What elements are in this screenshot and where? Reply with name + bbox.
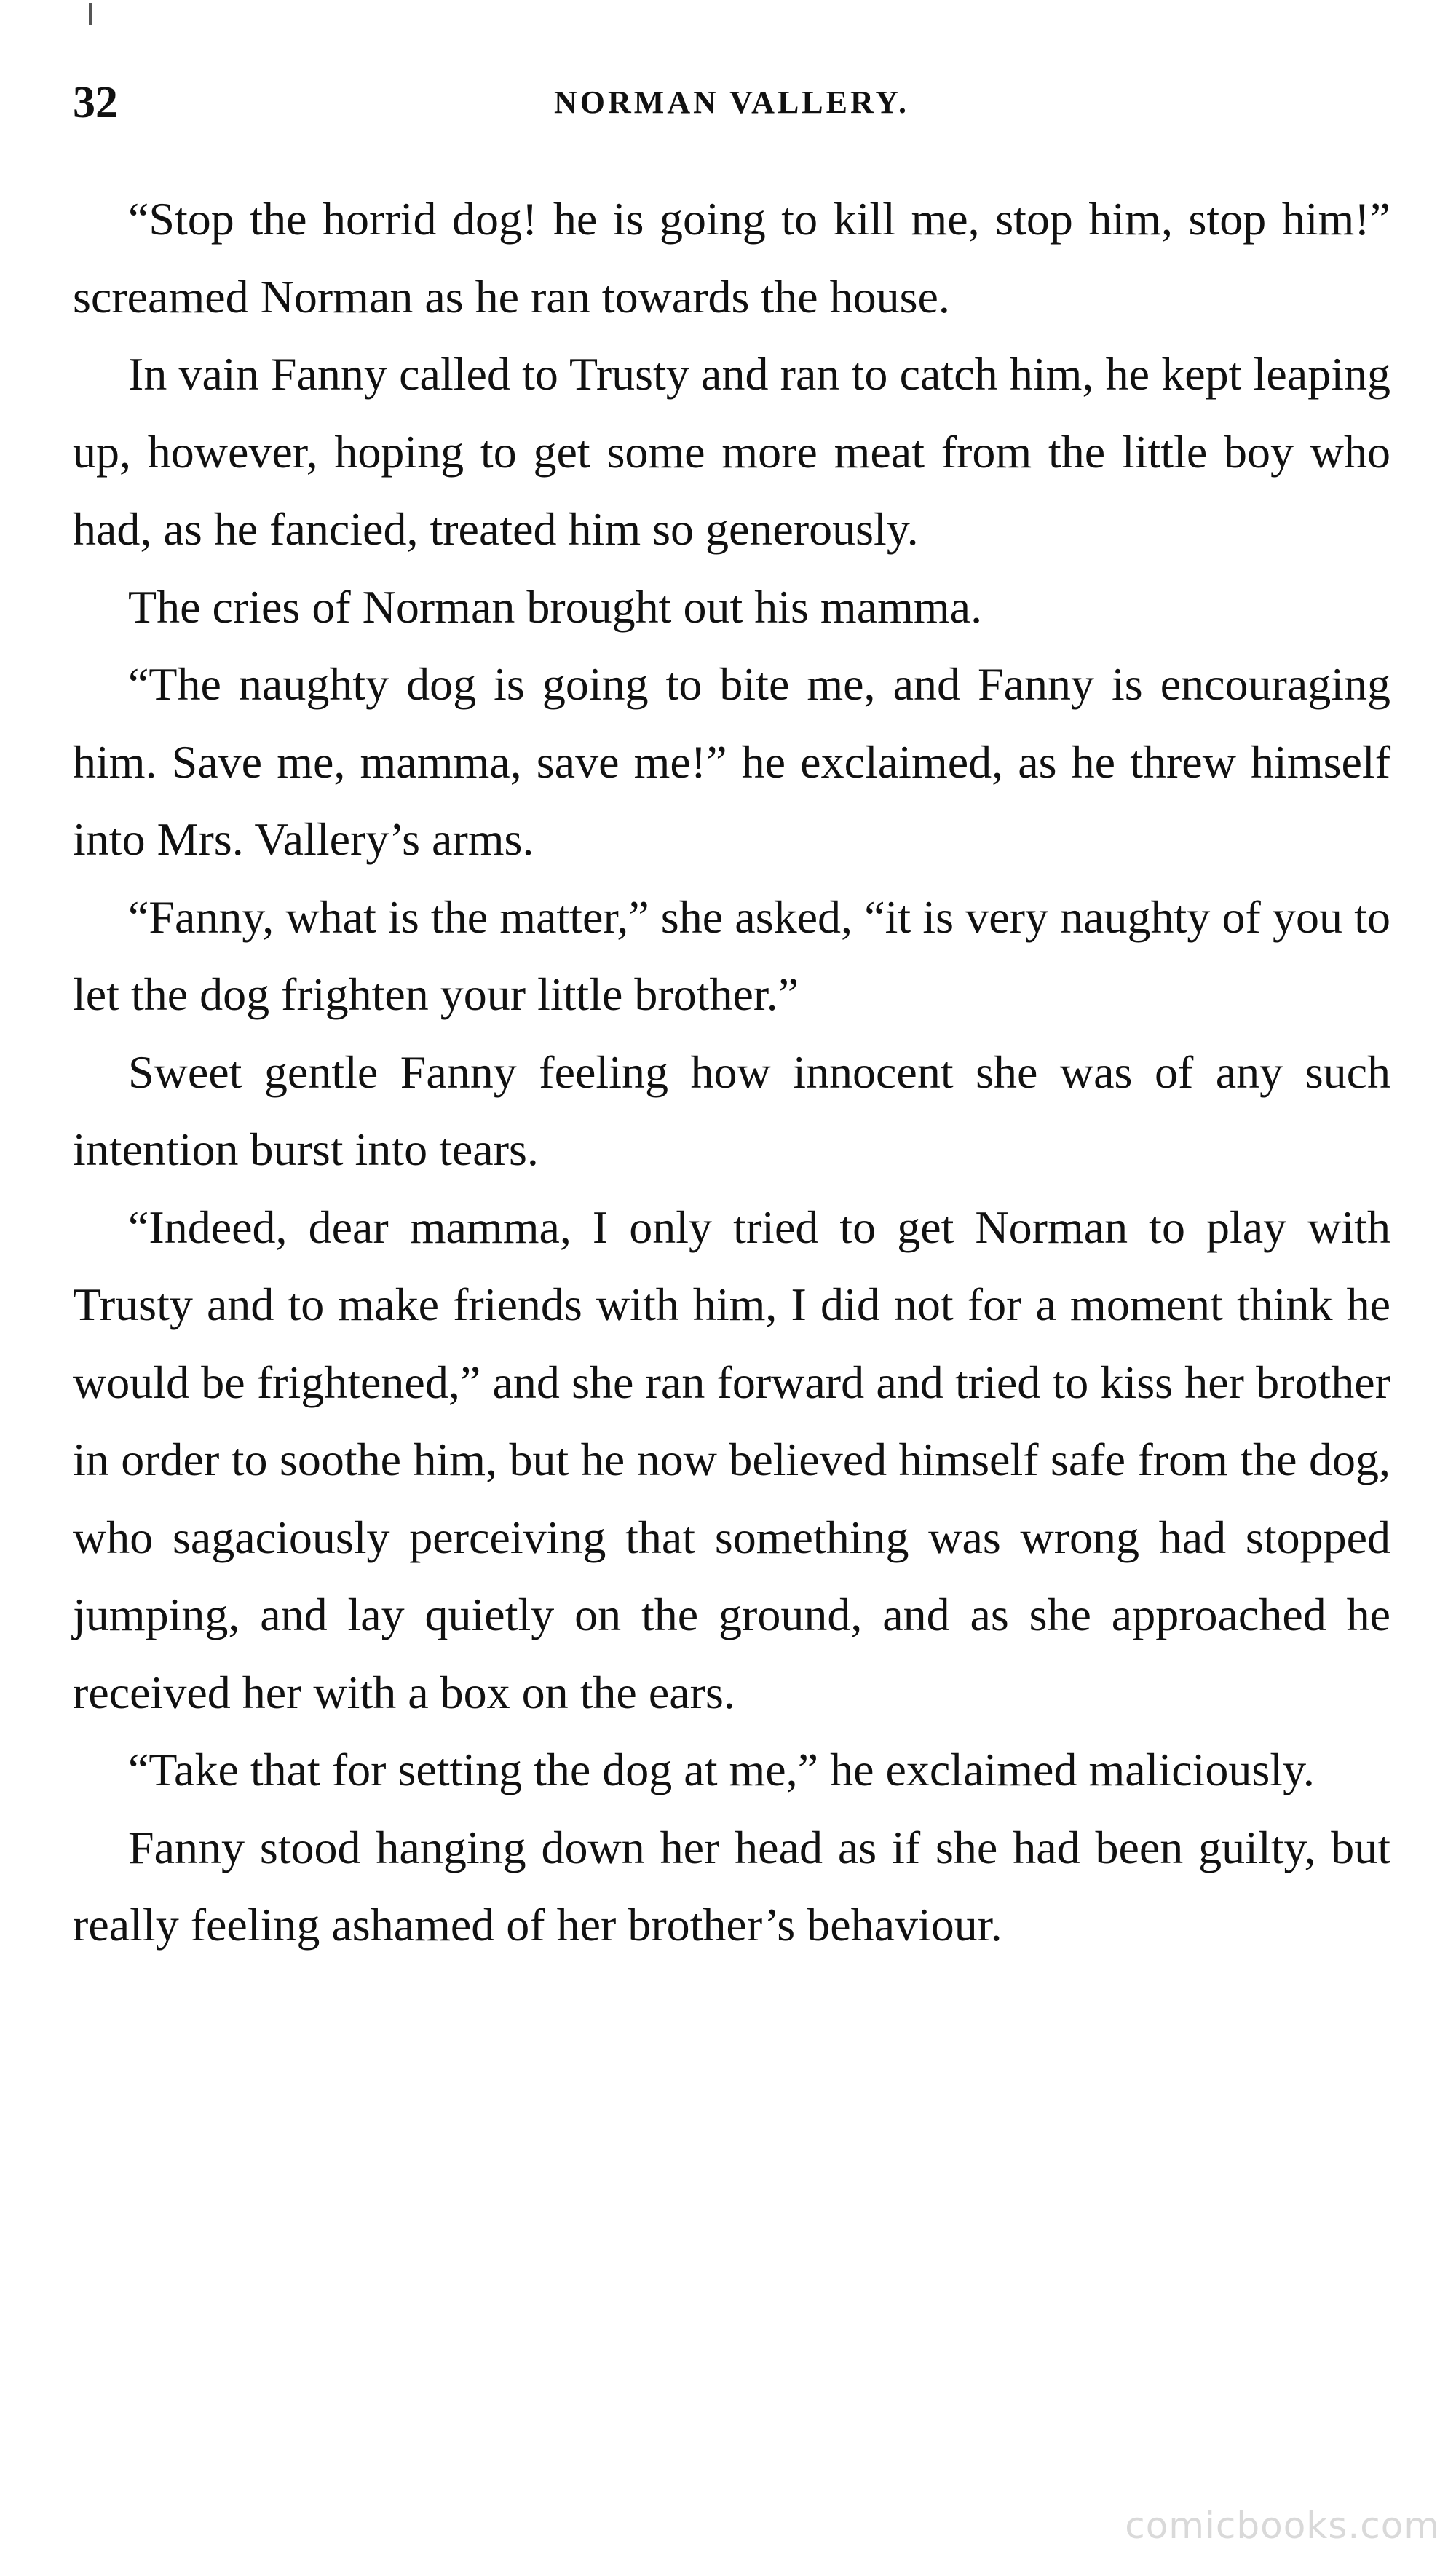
paragraph: “Stop the horrid dog! he is going to kill me, stop him, stop him!” screamed Norman as he ran towards the house. — [73, 193, 1390, 323]
paragraph: In vain Fanny called to Trusty and ran to catch him, he kept leaping up, however, hoping to get some more meat from the little boy who had, as he fancied, treated him so generously. — [73, 348, 1390, 555]
watermark: comicbooks.com — [1125, 2505, 1440, 2547]
paragraph: “Fanny, what is the matter,” she asked, “it is very naughty of you to let the dog frighten your little brother.” — [73, 890, 1390, 1020]
page-number: 32 — [73, 78, 118, 127]
margin-mark — [89, 3, 92, 25]
paragraph: The cries of Norman brought out his mamma. — [128, 580, 983, 633]
running-head: NORMAN VALLERY. — [554, 84, 909, 120]
paragraph: Sweet gentle Fanny feeling how innocent she was of any such intention burst into tears. — [73, 1046, 1390, 1175]
paragraph: “Indeed, dear mamma, I only tried to get Norman to play with Trusty and to make friends with him, I did not for a moment think he would be frightened,” and she ran forward and tried to kiss her brother in order to soothe him, but he now believed himself safe from the dog, who sagaciously perceiving that something was wrong had stopped jumping, and lay quietly on the ground, and as she approached he received her with a box on the ears. — [73, 1201, 1390, 1718]
page-header — [73, 70, 1390, 135]
paragraph: “Take that for setting the dog at me,” he exclaimed maliciously. — [128, 1744, 1315, 1795]
body-text — [73, 181, 1390, 1964]
paragraph: “The naughty dog is going to bite me, and Fanny is encouraging him. Save me, mamma, save me!” he exclaimed, as he threw himself into Mrs. Vallery’s arms. — [73, 658, 1390, 865]
paragraph: Fanny stood hanging down her head as if she had been guilty, but really feeling ashamed of her brother’s behaviour. — [73, 1821, 1390, 1951]
